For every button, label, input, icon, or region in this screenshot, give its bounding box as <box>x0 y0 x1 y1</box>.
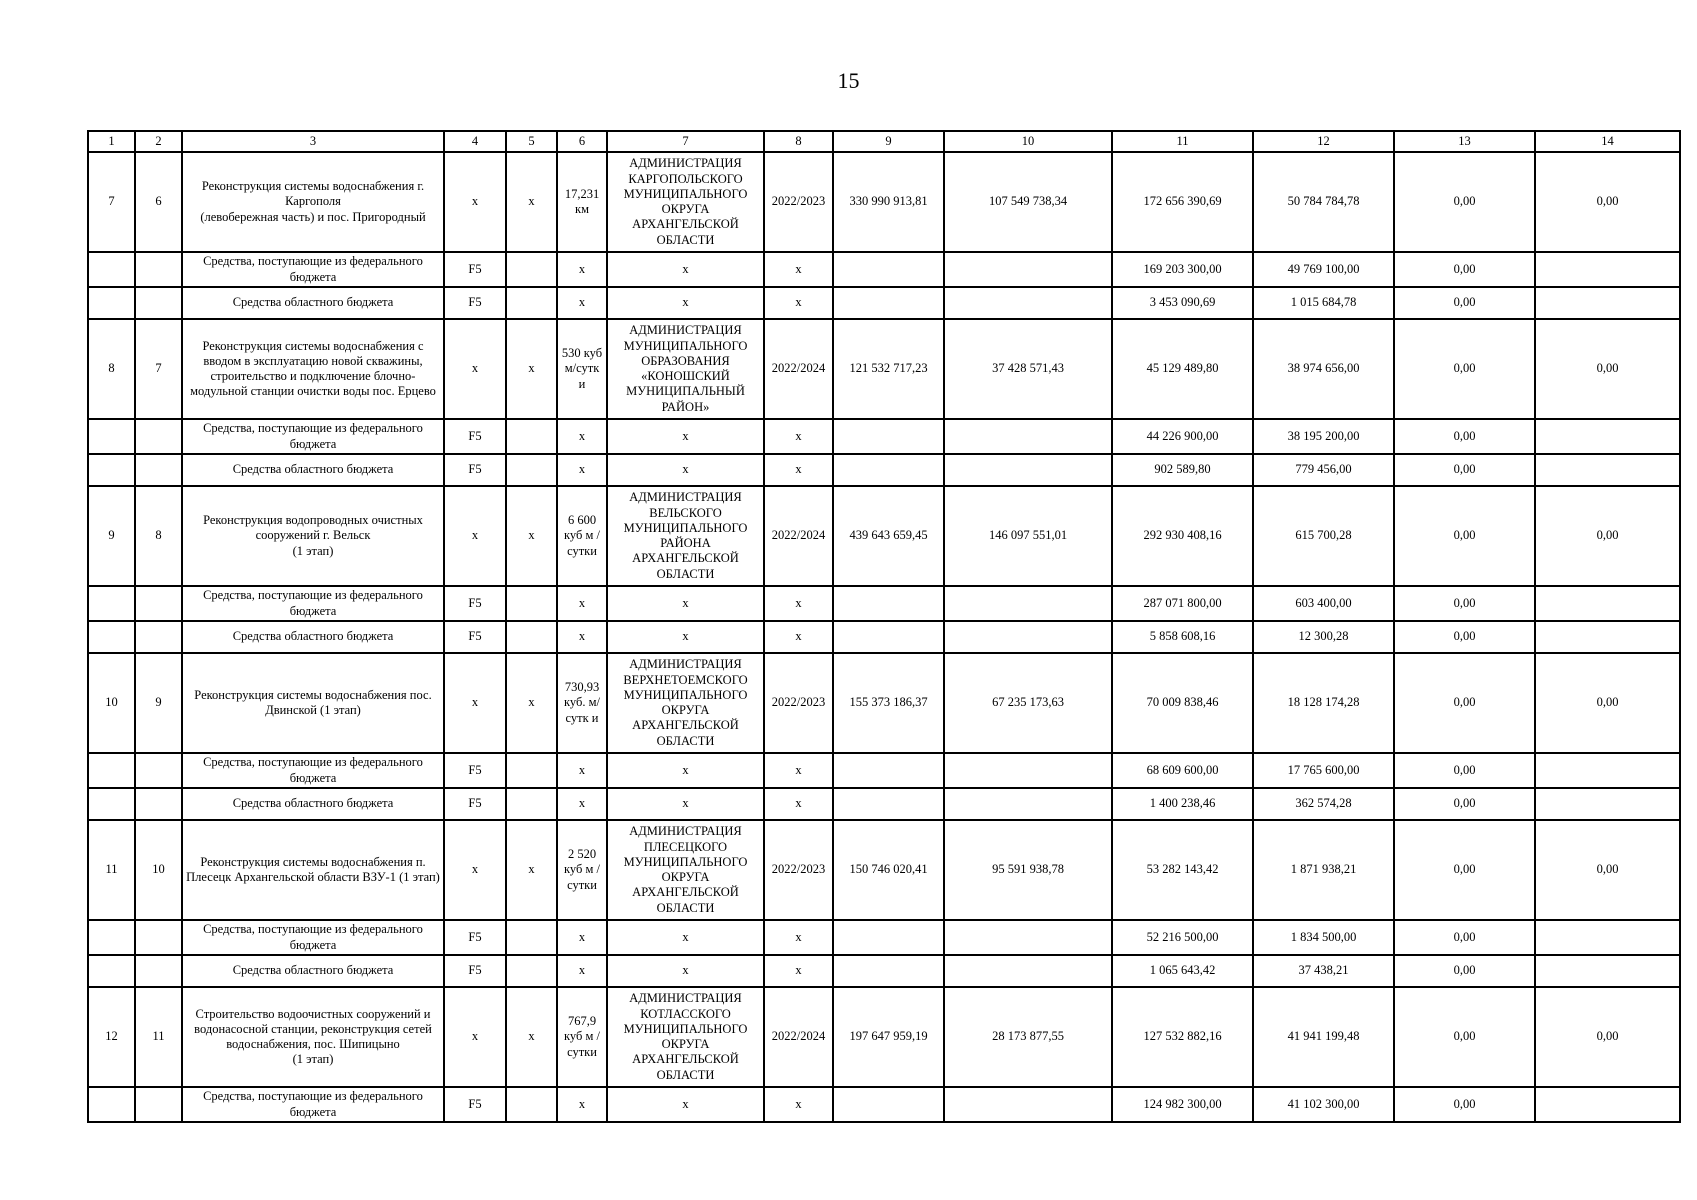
cell-col-12: 362 574,28 <box>1253 788 1394 820</box>
cell-col-6: х <box>557 621 607 653</box>
cell-col-13: 0,00 <box>1394 920 1535 955</box>
column-number: 13 <box>1394 131 1535 152</box>
cell-col-7: х <box>607 920 764 955</box>
cell-col-2 <box>135 753 182 788</box>
cell-col-14: 0,00 <box>1535 486 1680 586</box>
column-number: 3 <box>182 131 444 152</box>
cell-col-5 <box>506 788 557 820</box>
federal-funding-row <box>88 252 1680 287</box>
cell-col-10: 28 173 877,55 <box>944 987 1112 1087</box>
cell-col-3: Средства областного бюджета <box>182 287 444 319</box>
cell-col-4: F5 <box>444 788 506 820</box>
cell-col-4: F5 <box>444 454 506 486</box>
cell-col-13: 0,00 <box>1394 788 1535 820</box>
page-number: 15 <box>837 68 860 93</box>
project-row <box>88 486 1680 586</box>
cell-col-5 <box>506 955 557 987</box>
cell-col-13: 0,00 <box>1394 454 1535 486</box>
cell-col-10 <box>944 753 1112 788</box>
cell-col-9: 121 532 717,23 <box>833 319 944 419</box>
cell-col-6: х <box>557 753 607 788</box>
column-number: 6 <box>557 131 607 152</box>
cell-col-13: 0,00 <box>1394 753 1535 788</box>
cell-col-11: 45 129 489,80 <box>1112 319 1253 419</box>
cell-col-11: 1 065 643,42 <box>1112 955 1253 987</box>
cell-col-10 <box>944 419 1112 454</box>
cell-col-1: 7 <box>88 152 135 252</box>
cell-col-14: 0,00 <box>1535 319 1680 419</box>
cell-col-4: х <box>444 987 506 1087</box>
cell-col-7: х <box>607 586 764 621</box>
cell-col-10: 146 097 551,01 <box>944 486 1112 586</box>
cell-col-13: 0,00 <box>1394 820 1535 920</box>
cell-col-7: АДМИНИСТРАЦИЯ КАРГОПОЛЬСКОГО МУНИЦИПАЛЬНОГО ОКРУГА АРХАНГЕЛЬСКОЙ ОБЛАСТИ <box>607 152 764 252</box>
cell-col-3: Средства, поступающие из федерального бюджета <box>182 252 444 287</box>
cell-col-7: х <box>607 955 764 987</box>
cell-col-4: F5 <box>444 621 506 653</box>
cell-col-10 <box>944 788 1112 820</box>
cell-col-9 <box>833 419 944 454</box>
cell-col-7: х <box>607 753 764 788</box>
cell-col-8: 2022/2023 <box>764 152 833 252</box>
column-number-row <box>88 131 1680 152</box>
cell-col-5: х <box>506 319 557 419</box>
cell-col-4: х <box>444 152 506 252</box>
cell-col-14 <box>1535 287 1680 319</box>
cell-col-12: 49 769 100,00 <box>1253 252 1394 287</box>
cell-col-8: х <box>764 419 833 454</box>
cell-col-5: х <box>506 987 557 1087</box>
cell-col-5: х <box>506 486 557 586</box>
column-number: 8 <box>764 131 833 152</box>
cell-col-14 <box>1535 753 1680 788</box>
cell-col-9 <box>833 454 944 486</box>
cell-col-11: 292 930 408,16 <box>1112 486 1253 586</box>
cell-col-8: х <box>764 454 833 486</box>
cell-col-12: 1 834 500,00 <box>1253 920 1394 955</box>
cell-col-11: 172 656 390,69 <box>1112 152 1253 252</box>
cell-col-6: х <box>557 920 607 955</box>
cell-col-12: 12 300,28 <box>1253 621 1394 653</box>
cell-col-8: 2022/2024 <box>764 486 833 586</box>
cell-col-8: 2022/2024 <box>764 987 833 1087</box>
federal-funding-row <box>88 586 1680 621</box>
cell-col-6: х <box>557 586 607 621</box>
cell-col-12: 615 700,28 <box>1253 486 1394 586</box>
cell-col-4: F5 <box>444 955 506 987</box>
cell-col-4: х <box>444 319 506 419</box>
cell-col-11: 902 589,80 <box>1112 454 1253 486</box>
cell-col-2: 6 <box>135 152 182 252</box>
federal-funding-row <box>88 920 1680 955</box>
cell-col-2 <box>135 920 182 955</box>
cell-col-3: Реконструкция системы водоснабжения п. Плесецк Архангельской области ВЗУ-1 (1 этап) <box>182 820 444 920</box>
cell-col-14 <box>1535 920 1680 955</box>
cell-col-9 <box>833 1087 944 1122</box>
cell-col-9 <box>833 788 944 820</box>
cell-col-2 <box>135 287 182 319</box>
cell-col-14: 0,00 <box>1535 820 1680 920</box>
cell-col-6: 6 600 куб м / сутки <box>557 486 607 586</box>
cell-col-13: 0,00 <box>1394 653 1535 753</box>
cell-col-14: 0,00 <box>1535 653 1680 753</box>
cell-col-12: 779 456,00 <box>1253 454 1394 486</box>
cell-col-2 <box>135 621 182 653</box>
cell-col-14 <box>1535 252 1680 287</box>
cell-col-4: F5 <box>444 1087 506 1122</box>
regional-funding-row <box>88 287 1680 319</box>
cell-col-3: Средства областного бюджета <box>182 621 444 653</box>
cell-col-3: Средства областного бюджета <box>182 955 444 987</box>
cell-col-8: х <box>764 753 833 788</box>
cell-col-6: 530 куб м/сутк и <box>557 319 607 419</box>
cell-col-12: 1 871 938,21 <box>1253 820 1394 920</box>
cell-col-12: 603 400,00 <box>1253 586 1394 621</box>
cell-col-13: 0,00 <box>1394 486 1535 586</box>
cell-col-1: 8 <box>88 319 135 419</box>
cell-col-8: х <box>764 788 833 820</box>
column-number: 12 <box>1253 131 1394 152</box>
cell-col-6: 730,93 куб. м/сутк и <box>557 653 607 753</box>
cell-col-3: Реконструкция системы водоснабжения г. Каргополя (левобережная часть) и пос. Пригородный <box>182 152 444 252</box>
cell-col-8: х <box>764 621 833 653</box>
cell-col-9 <box>833 920 944 955</box>
cell-col-11: 169 203 300,00 <box>1112 252 1253 287</box>
cell-col-2: 11 <box>135 987 182 1087</box>
cell-col-14: 0,00 <box>1535 152 1680 252</box>
cell-col-8: х <box>764 1087 833 1122</box>
cell-col-9 <box>833 753 944 788</box>
cell-col-12: 38 195 200,00 <box>1253 419 1394 454</box>
cell-col-10 <box>944 454 1112 486</box>
cell-col-1: 11 <box>88 820 135 920</box>
column-number: 7 <box>607 131 764 152</box>
cell-col-9: 330 990 913,81 <box>833 152 944 252</box>
cell-col-10: 67 235 173,63 <box>944 653 1112 753</box>
cell-col-7: х <box>607 621 764 653</box>
cell-col-1 <box>88 920 135 955</box>
cell-col-7: АДМИНИСТРАЦИЯ ВЕЛЬСКОГО МУНИЦИПАЛЬНОГО РАЙОНА АРХАНГЕЛЬСКОЙ ОБЛАСТИ <box>607 486 764 586</box>
cell-col-4: F5 <box>444 753 506 788</box>
cell-col-8: х <box>764 252 833 287</box>
cell-col-2 <box>135 586 182 621</box>
cell-col-8: х <box>764 955 833 987</box>
cell-col-1 <box>88 621 135 653</box>
cell-col-12: 1 015 684,78 <box>1253 287 1394 319</box>
regional-funding-row <box>88 621 1680 653</box>
cell-col-5 <box>506 1087 557 1122</box>
cell-col-13: 0,00 <box>1394 287 1535 319</box>
cell-col-3: Средства, поступающие из федерального бюджета <box>182 419 444 454</box>
cell-col-10 <box>944 955 1112 987</box>
cell-col-3: Средства, поступающие из федерального бюджета <box>182 920 444 955</box>
column-number: 14 <box>1535 131 1680 152</box>
cell-col-14 <box>1535 621 1680 653</box>
cell-col-2 <box>135 955 182 987</box>
cell-col-5 <box>506 920 557 955</box>
cell-col-6: х <box>557 1087 607 1122</box>
cell-col-4: F5 <box>444 252 506 287</box>
cell-col-7: х <box>607 252 764 287</box>
cell-col-4: F5 <box>444 287 506 319</box>
cell-col-9 <box>833 287 944 319</box>
column-number: 4 <box>444 131 506 152</box>
regional-funding-row <box>88 454 1680 486</box>
cell-col-9 <box>833 955 944 987</box>
cell-col-1 <box>88 955 135 987</box>
cell-col-1 <box>88 788 135 820</box>
cell-col-11: 68 609 600,00 <box>1112 753 1253 788</box>
cell-col-4: F5 <box>444 419 506 454</box>
cell-col-7: АДМИНИСТРАЦИЯ МУНИЦИПАЛЬНОГО ОБРАЗОВАНИЯ «КОНОШСКИЙ МУНИЦИПАЛЬНЫЙ РАЙОН» <box>607 319 764 419</box>
cell-col-1 <box>88 454 135 486</box>
cell-col-11: 287 071 800,00 <box>1112 586 1253 621</box>
cell-col-1 <box>88 419 135 454</box>
column-number: 2 <box>135 131 182 152</box>
cell-col-10: 95 591 938,78 <box>944 820 1112 920</box>
column-number: 5 <box>506 131 557 152</box>
cell-col-5 <box>506 753 557 788</box>
cell-col-3: Реконструкция водопроводных очистных сооружений г. Вельск (1 этап) <box>182 486 444 586</box>
column-number: 9 <box>833 131 944 152</box>
cell-col-9: 150 746 020,41 <box>833 820 944 920</box>
cell-col-3: Реконструкция системы водоснабжения с вводом в эксплуатацию новой скважины, строительство и подключение блочно-модульной станции очистки воды пос. Ерцево <box>182 319 444 419</box>
cell-col-9: 439 643 659,45 <box>833 486 944 586</box>
regional-funding-row <box>88 955 1680 987</box>
cell-col-9 <box>833 621 944 653</box>
federal-funding-row <box>88 419 1680 454</box>
project-row <box>88 653 1680 753</box>
cell-col-3: Строительство водоочистных сооружений и водонасосной станции, реконструкция сетей водоснабжения, пос. Шипицыно (1 этап) <box>182 987 444 1087</box>
cell-col-3: Средства, поступающие из федерального бюджета <box>182 586 444 621</box>
cell-col-10 <box>944 252 1112 287</box>
regional-funding-row <box>88 788 1680 820</box>
cell-col-7: х <box>607 287 764 319</box>
project-row <box>88 152 1680 252</box>
cell-col-6: х <box>557 788 607 820</box>
cell-col-13: 0,00 <box>1394 252 1535 287</box>
cell-col-11: 44 226 900,00 <box>1112 419 1253 454</box>
cell-col-1 <box>88 753 135 788</box>
cell-col-13: 0,00 <box>1394 152 1535 252</box>
cell-col-10 <box>944 920 1112 955</box>
cell-col-2: 7 <box>135 319 182 419</box>
cell-col-12: 37 438,21 <box>1253 955 1394 987</box>
cell-col-13: 0,00 <box>1394 955 1535 987</box>
cell-col-2: 10 <box>135 820 182 920</box>
cell-col-2 <box>135 252 182 287</box>
project-row <box>88 319 1680 419</box>
funding-table <box>87 130 1681 1123</box>
cell-col-14: 0,00 <box>1535 987 1680 1087</box>
cell-col-14 <box>1535 788 1680 820</box>
cell-col-10: 37 428 571,43 <box>944 319 1112 419</box>
cell-col-14 <box>1535 1087 1680 1122</box>
cell-col-13: 0,00 <box>1394 987 1535 1087</box>
cell-col-3: Средства областного бюджета <box>182 454 444 486</box>
cell-col-5 <box>506 419 557 454</box>
cell-col-13: 0,00 <box>1394 1087 1535 1122</box>
cell-col-9: 155 373 186,37 <box>833 653 944 753</box>
cell-col-13: 0,00 <box>1394 419 1535 454</box>
cell-col-12: 41 941 199,48 <box>1253 987 1394 1087</box>
cell-col-3: Средства, поступающие из федерального бюджета <box>182 1087 444 1122</box>
cell-col-9: 197 647 959,19 <box>833 987 944 1087</box>
cell-col-1: 9 <box>88 486 135 586</box>
cell-col-7: АДМИНИСТРАЦИЯ ВЕРХНЕТОЕМСКОГО МУНИЦИПАЛЬНОГО ОКРУГА АРХАНГЕЛЬСКОЙ ОБЛАСТИ <box>607 653 764 753</box>
cell-col-11: 70 009 838,46 <box>1112 653 1253 753</box>
cell-col-8: 2022/2024 <box>764 319 833 419</box>
cell-col-6: 767,9 куб м / сутки <box>557 987 607 1087</box>
cell-col-11: 53 282 143,42 <box>1112 820 1253 920</box>
cell-col-7: АДМИНИСТРАЦИЯ ПЛЕСЕЦКОГО МУНИЦИПАЛЬНОГО ОКРУГА АРХАНГЕЛЬСКОЙ ОБЛАСТИ <box>607 820 764 920</box>
cell-col-12: 17 765 600,00 <box>1253 753 1394 788</box>
cell-col-12: 41 102 300,00 <box>1253 1087 1394 1122</box>
cell-col-5 <box>506 252 557 287</box>
cell-col-7: х <box>607 454 764 486</box>
cell-col-2 <box>135 1087 182 1122</box>
cell-col-2 <box>135 788 182 820</box>
cell-col-6: х <box>557 287 607 319</box>
cell-col-6: х <box>557 252 607 287</box>
cell-col-5 <box>506 621 557 653</box>
cell-col-5: х <box>506 820 557 920</box>
cell-col-11: 127 532 882,16 <box>1112 987 1253 1087</box>
project-row <box>88 987 1680 1087</box>
cell-col-5: х <box>506 152 557 252</box>
cell-col-6: х <box>557 454 607 486</box>
cell-col-6: х <box>557 419 607 454</box>
cell-col-2: 8 <box>135 486 182 586</box>
cell-col-14 <box>1535 955 1680 987</box>
cell-col-8: х <box>764 920 833 955</box>
cell-col-10 <box>944 586 1112 621</box>
cell-col-1 <box>88 252 135 287</box>
column-number: 10 <box>944 131 1112 152</box>
cell-col-7: х <box>607 788 764 820</box>
cell-col-12: 38 974 656,00 <box>1253 319 1394 419</box>
cell-col-1 <box>88 1087 135 1122</box>
cell-col-2 <box>135 419 182 454</box>
cell-col-1: 12 <box>88 987 135 1087</box>
cell-col-11: 5 858 608,16 <box>1112 621 1253 653</box>
cell-col-1: 10 <box>88 653 135 753</box>
cell-col-8: х <box>764 586 833 621</box>
cell-col-8: х <box>764 287 833 319</box>
cell-col-3: Средства, поступающие из федерального бюджета <box>182 753 444 788</box>
cell-col-3: Средства областного бюджета <box>182 788 444 820</box>
cell-col-14 <box>1535 454 1680 486</box>
cell-col-13: 0,00 <box>1394 586 1535 621</box>
cell-col-4: F5 <box>444 586 506 621</box>
cell-col-2: 9 <box>135 653 182 753</box>
cell-col-10 <box>944 621 1112 653</box>
cell-col-7: х <box>607 419 764 454</box>
cell-col-10 <box>944 1087 1112 1122</box>
cell-col-9 <box>833 586 944 621</box>
cell-col-5 <box>506 454 557 486</box>
cell-col-8: 2022/2023 <box>764 653 833 753</box>
cell-col-11: 52 216 500,00 <box>1112 920 1253 955</box>
cell-col-7: АДМИНИСТРАЦИЯ КОТЛАССКОГО МУНИЦИПАЛЬНОГО ОКРУГА АРХАНГЕЛЬСКОЙ ОБЛАСТИ <box>607 987 764 1087</box>
cell-col-7: х <box>607 1087 764 1122</box>
column-number: 1 <box>88 131 135 152</box>
cell-col-6: х <box>557 955 607 987</box>
cell-col-13: 0,00 <box>1394 621 1535 653</box>
cell-col-11: 3 453 090,69 <box>1112 287 1253 319</box>
cell-col-13: 0,00 <box>1394 319 1535 419</box>
cell-col-14 <box>1535 586 1680 621</box>
cell-col-12: 50 784 784,78 <box>1253 152 1394 252</box>
federal-funding-row <box>88 1087 1680 1122</box>
cell-col-11: 124 982 300,00 <box>1112 1087 1253 1122</box>
cell-col-9 <box>833 252 944 287</box>
cell-col-4: х <box>444 653 506 753</box>
cell-col-5 <box>506 586 557 621</box>
cell-col-4: F5 <box>444 920 506 955</box>
cell-col-5: х <box>506 653 557 753</box>
cell-col-6: 17,231 км <box>557 152 607 252</box>
cell-col-12: 18 128 174,28 <box>1253 653 1394 753</box>
cell-col-4: х <box>444 820 506 920</box>
cell-col-14 <box>1535 419 1680 454</box>
cell-col-4: х <box>444 486 506 586</box>
project-row <box>88 820 1680 920</box>
cell-col-11: 1 400 238,46 <box>1112 788 1253 820</box>
cell-col-8: 2022/2023 <box>764 820 833 920</box>
federal-funding-row <box>88 753 1680 788</box>
cell-col-1 <box>88 586 135 621</box>
cell-col-10: 107 549 738,34 <box>944 152 1112 252</box>
cell-col-5 <box>506 287 557 319</box>
cell-col-2 <box>135 454 182 486</box>
column-number: 11 <box>1112 131 1253 152</box>
cell-col-10 <box>944 287 1112 319</box>
cell-col-6: 2 520 куб м / сутки <box>557 820 607 920</box>
cell-col-1 <box>88 287 135 319</box>
cell-col-3: Реконструкция системы водоснабжения пос. Двинской (1 этап) <box>182 653 444 753</box>
